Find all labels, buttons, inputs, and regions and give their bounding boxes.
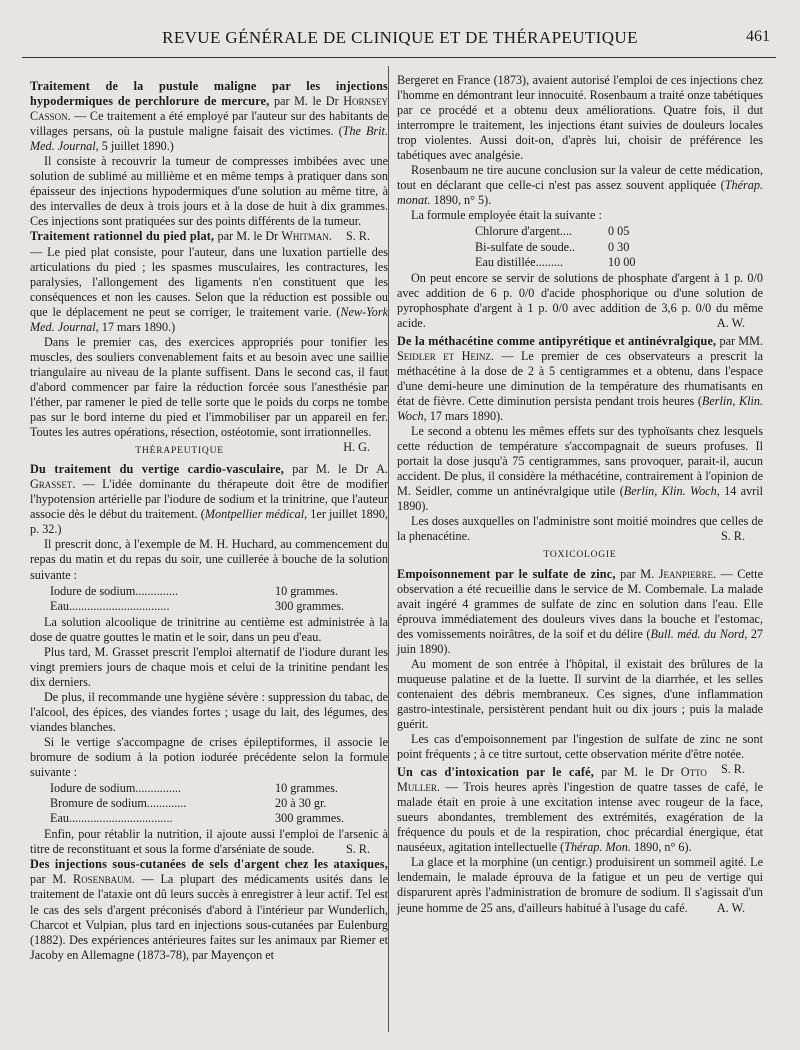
- header-rule: [22, 57, 776, 58]
- article-paragraph: Les cas d'empoisonnement par l'ingestion de sulfate de zinc ne sont point fréquents ; à ce titre surtout, cette observation mérite d'être notée. S. R.: [397, 732, 763, 777]
- prescription-table: [30, 781, 388, 826]
- article-paragraph: La solution alcoolique de trinitrine au centième est administrée à la dose de quatre gouttes le matin et le soir, dans un peu d'eau.: [30, 614, 388, 644]
- article-body: De la méthacétine comme antipyrétique et antinévralgique, par MM. Seidler et Heinz. — Le premier de ces observateurs a prescrit la méthacétine à la dose de 2 à 5 centigrammes et a obtenu, dans l'espace d'une demi-heure une diminution de la température des rhumatisants en état de fièvre. Cette diminution persista pendant trois heures (Berlin, Klin. Woch, 17 mars 1890).: [397, 333, 764, 424]
- article-paragraph: De plus, il recommande une hygiène sévère : suppression du tabac, de l'alcool, des épices, des viandes fortes ; usage du lait, des légumes, des viandes blanches.: [30, 689, 388, 734]
- article-body: Des injections sous-cutanées de sels d'argent chez les ataxiques, par M. Rosenbaum. — La plupart des médicaments usités dans le traitement de l'ataxie ont dû leurs succès à enregistrer à leur actif. Tel est le cas des sels d'argent préconisés d'abord à l'intérieur par Wunderlich, Charcot et Vulpian, plus tard en injections sous-cutanées par Eulenburg (1882). Des expériences antérieures faites sur les animaux par Riemer et Jacoby en Allemagne (1873-78), par Mayençon et: [30, 857, 388, 962]
- formula-row: Bi-sulfate de soude.. 0 30: [475, 239, 630, 254]
- article-source: Berlin, Klin. Woch: [623, 484, 717, 499]
- prescription-row: Iodure de sodium............... 10 grammes.: [50, 781, 338, 796]
- article-paragraph: Rosenbaum ne tire aucune conclusion sur la valeur de cette médication, tout en déclarant que celle-ci n'est pas assez souvent appliquée (Thérap. monat. 1890, n° 5).: [397, 163, 763, 208]
- article-author: A. Grasset: [30, 462, 388, 492]
- article-source: Thérap. Mon.: [564, 840, 631, 855]
- page-number: 461: [746, 28, 770, 45]
- article-paragraph: Les doses auxquelles on l'administre sont moitié moindres que celles de la phenacétine. S. R.: [397, 514, 763, 544]
- article-paragraph: On peut encore se servir de solutions de phosphate d'argent à 1 p. 0/0 avec addition de 6 p. 0/0 d'acide phosphorique ou d'une solution de pyrophosphate d'argent à 1 p. 0/0 avec addition de 3,6 p. 0/0 du même acide. A. W.: [397, 270, 763, 330]
- article-author: Whitman: [281, 229, 329, 244]
- article-paragraph: Au moment de son entrée à l'hôpital, il existait des brûlures de la muqueuse palatine et de la luette. Il survint de la diarrhée, et les selles contenaient des débris membraneux. Ces signes, d'une inflammation gastro-intestinale, persistèrent pendant huit ou dix jours ; puis la malade guérit.: [397, 656, 763, 731]
- article-title: De la méthacétine comme antipyrétique et antinévralgique,: [397, 333, 717, 348]
- article-paragraph: Plus tard, M. Grasset prescrit l'emploi alternatif de l'iodure durant les vingt premiers jours de chaque mois et celui de la trinitine pendant les dix derniers.: [30, 644, 388, 689]
- article-intoxication-cafe: [397, 765, 763, 915]
- section-heading-toxicologie: TOXICOLOGIE: [543, 550, 617, 561]
- article-signature: A. W.: [716, 315, 745, 330]
- article-body: Traitement de la pustule maligne par les injections hypodermiques de perchlorure de mercure, par M. le Dr Hornsey Casson. — Ce traitement a été employé par l'auteur sur des habitants de villages persans, où la pustule maligne faisait des victimes. (The Brit. Med. Journal, 5 juillet 1890.): [30, 79, 388, 154]
- article-signature: S. R.: [720, 762, 745, 777]
- article-paragraph: Si le vertige s'accompagne de crises épileptiformes, il associe le bromure de sodium à la potion iodurée précédente selon la formule suivante :: [30, 735, 388, 780]
- article-source: Montpellier médical: [204, 507, 305, 522]
- article-source: Thérap. monat.: [397, 178, 763, 208]
- article-source: Berlin, Klin. Woch: [397, 393, 763, 424]
- article-sels-argent-continued: [397, 73, 763, 331]
- column-divider: [388, 66, 389, 1032]
- article-title: Empoisonnement par le sulfate de zinc,: [397, 566, 616, 581]
- article-paragraph: Il consiste à recouvrir la tumeur de compresses imbibées avec une solution de sublimé au millième et en même temps à pratiquer dans son épaisseur des injections hypodermiques d'une solution au même titre, à des intervalles de deux à trois jours et à la dose de huit à dix grammes. Ces injections sont pratiquées sur des points différents de la tumeur. S. R.: [30, 154, 388, 244]
- article-body: Du traitement du vertige cardio-vasculaire, par M. le Dr A. Grasset. — L'idée dominante du thérapeute doit être de modifier l'hypotension artérielle par l'iodure de sodium et la trinitrine, que l'auteur associe dès le début du traitement. (Montpellier médical, 1er juillet 1890, p. 32.): [30, 462, 389, 537]
- article-author: Otto Muller: [397, 765, 707, 795]
- article-body: Empoisonnement par le sulfate de zinc, par M. Jeanpierre. — Cette observation a été recueillie dans le service de M. Combemale. La malade avait ingéré 4 grammes de sulfate de zinc en solution dans l'eau. Elle éprouva immédiatement des douleurs vives dans la bouche et l'estomac, des vomissements noirâtres, de la soif et du délire (Bull. méd. du Nord, 27 juin 1890).: [397, 566, 763, 656]
- article-source: Bull. méd. du Nord: [650, 626, 745, 641]
- article-signature: S. R.: [345, 229, 370, 244]
- article-methacetine: [397, 334, 763, 545]
- formula-table: [397, 224, 763, 269]
- article-signature: S. R.: [720, 529, 745, 544]
- article-author: Rosenbaum: [73, 872, 132, 887]
- article-title: Des injections sous-cutanées de sels d'argent chez les ataxiques,: [30, 857, 388, 872]
- article-title: Traitement rationnel du pied plat,: [30, 229, 215, 244]
- right-column: [397, 73, 763, 916]
- prescription-row: Bromure de sodium............. 20 à 30 gr.: [50, 796, 327, 811]
- article-title: Traitement de la pustule maligne par les injections hypodermiques de perchlorure de mercure,: [30, 79, 388, 109]
- article-body: Un cas d'intoxication par le café, par M. le Dr Otto Muller. — Trois heures après l'ingestion de quatre tasses de café, le malade était en proie à une excitation intense avec rougeur de la face, sueurs abondantes, tremblement des extrémités, exagération de la fréquence du pouls et de la respiration, choc précardial énergique, état nauséeux, agitation intellectuelle (Thérap. Mon. 1890, n° 6).: [397, 765, 763, 855]
- article-signature: H. G.: [343, 440, 370, 455]
- article-source: The Brit. Med. Journal: [30, 124, 388, 154]
- article-paragraph: La glace et la morphine (un centigr.) produisirent un sommeil agité. Le lendemain, le malade éprouva de la fatigue et un peu de vertige qui disparurent après l'administration de bromure de sodium. Il s'agissait d'un jeune homme de 25 ans, d'ailleurs habitué à l'usage du café. A. W.: [397, 855, 763, 915]
- journal-title: REVUE GÉNÉRALE DE CLINIQUE ET DE THÉRAPEUTIQUE: [162, 28, 638, 47]
- article-sels-argent: [30, 857, 388, 962]
- prescription-table: [30, 584, 388, 614]
- running-header: [20, 28, 780, 50]
- prescription-row: Eau.................................. 300 grammes.: [50, 811, 345, 826]
- formula-row: Chlorure d'argent.... 0 05: [475, 224, 630, 239]
- article-paragraph: Il prescrit donc, à l'exemple de M. H. Huchard, au commencement du repas du matin et du repas du soir, une cuillerée à bouche de la solution suivante :: [30, 537, 388, 582]
- article-author: Seidler et Heinz: [397, 348, 491, 363]
- article-source: New-York Med. Journal: [30, 304, 388, 334]
- article-paragraph: Le second a obtenu les mêmes effets sur des typhoïsants chez lesquels cette réduction de température s'accompagnait de sueurs profuses. Il portait la dose jusqu'à 75 centigrammes, sans provoquer, parait-il, aucun accident. De plus, il considère la méthacétine, contrairement à l'opinion de M. Seidler, comme un antinévralgique utile (Berlin, Klin. Woch, 14 avril 1890).: [397, 424, 763, 514]
- prescription-row: Eau................................. 300 grammes.: [50, 598, 345, 613]
- formula-row: Eau distillée......... 10 00: [475, 254, 636, 269]
- article-author: Jeanpierre: [658, 566, 713, 581]
- article-signature: S. R.: [345, 842, 370, 857]
- article-paragraph: Bergeret en France (1873), avaient autorisé l'emploi de ces injections chez l'homme en démontrant leur innocuité. Rosenbaum a traité onze tabétiques par ce procédé et a obtenu deux améliorations. Quatre fois, il dut interrompre le traitement, les injections étant suivies de douleurs locales trop violentes. Aussi doit-on, d'après lui, choisir de préférence les tabétiques avec analgésie.: [397, 73, 763, 163]
- article-body: Traitement rationnel du pied plat, par M. le Dr Whitman. — Le pied plat consiste, pour l'auteur, dans une luxation partielle des articulations du pied ; les spasmes musculaires, les contractures, les paralysies, l'allongement des ligaments n'en constituent que les conséquences et non les causes. Selon que la réduction est possible ou que le déplacement ne peut se corriger, le traitement varie. (New-York Med. Journal, 17 mars 1890.): [30, 229, 388, 334]
- article-title: Un cas d'intoxication par le café,: [397, 765, 594, 780]
- article-signature: A. W.: [716, 900, 745, 915]
- article-title: Du traitement du vertige cardio-vasculaire,: [30, 462, 285, 477]
- prescription-row: Iodure de sodium.............. 10 grammes.: [50, 583, 338, 598]
- section-heading-therapeutique: THÉRAPEUTIQUE: [135, 446, 224, 457]
- left-column: [30, 79, 388, 963]
- article-vertige: [30, 462, 388, 857]
- article-paragraph: Enfin, pour rétablir la nutrition, il ajoute aussi l'emploi de l'arsenic à titre de reconstituant et sous la forme d'arséniate de soude. S. R.: [30, 827, 388, 857]
- article-author: Hornsey Casson: [30, 94, 388, 124]
- article-paragraph: La formule employée était la suivante :: [411, 208, 602, 223]
- article-paragraph: Dans le premier cas, des exercices appropriés pour tonifier les muscles, des souliers convenablement faits et au besoin avec une saillie triangulaire au niveau de la plante suffisent. Dans le second cas, il faut d'abord commencer par faire la réduction forcée sous l'anesthésie par l'éther, par ramener le pied de telle sorte que le poids du corps ne tombe pas sur le bord interne du pied et l'immobiliser par un appareil en fer. Toutes les autres opérations, résection, ostéotomie, sont irrationnelles. H. G.: [30, 334, 388, 455]
